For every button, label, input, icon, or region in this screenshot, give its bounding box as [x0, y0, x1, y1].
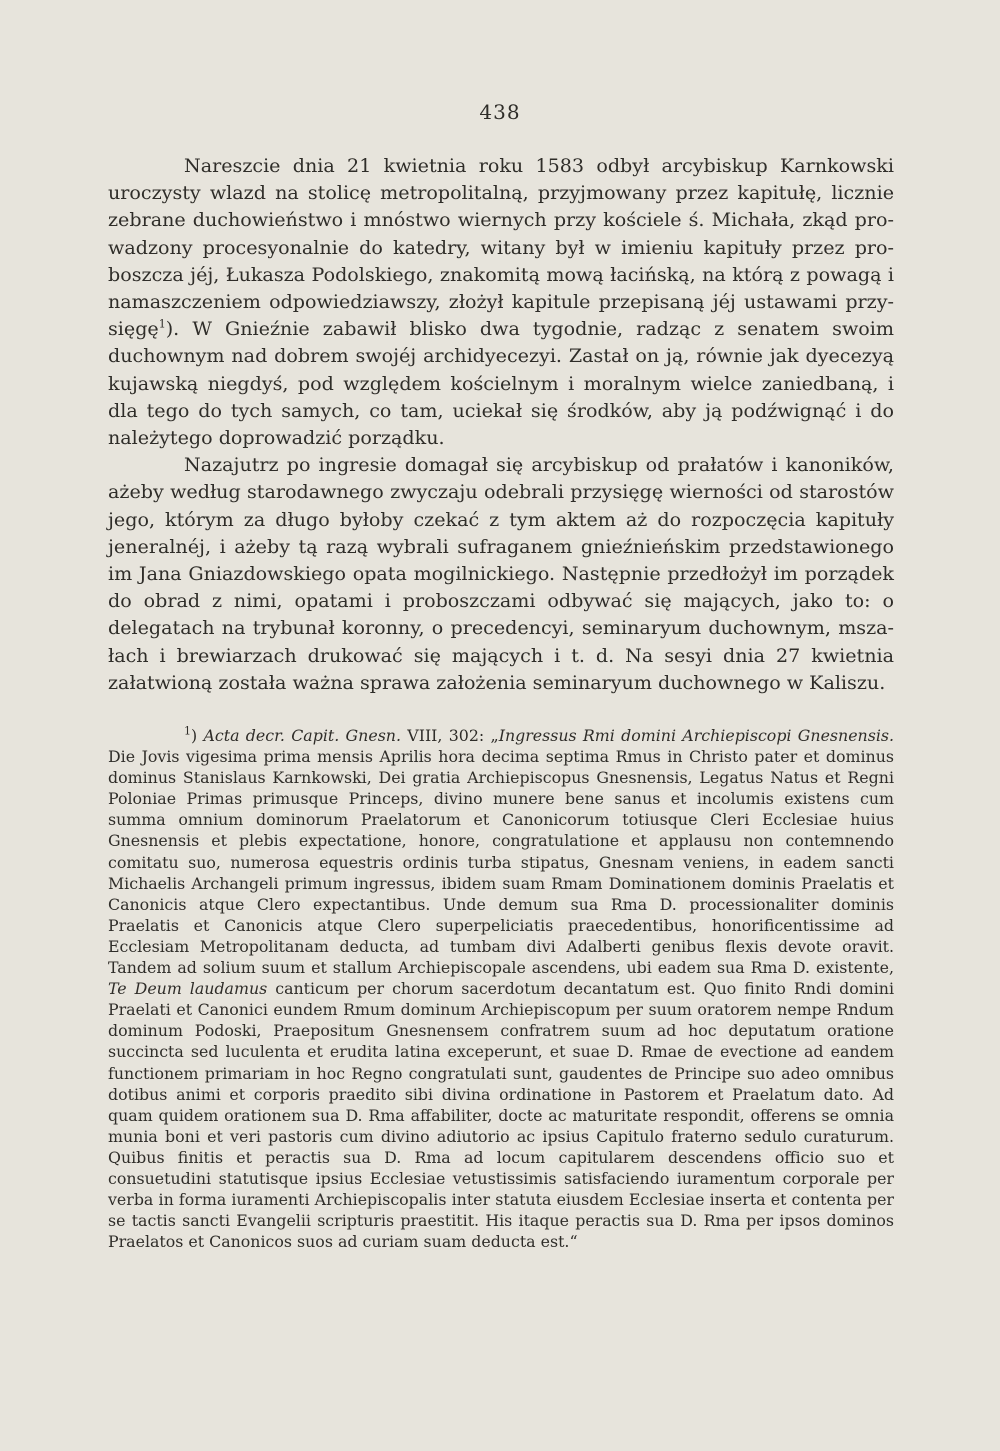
footnote-text-b: canticum per chorum sacerdotum decantatum est. Quo finito Rndi domini Praelati et Canonici eundem Rmum dominum Archiepiscopum per suum oratorem nempe Rndum dominum Podoski, Praepositum Gnesnensem confratrem suum ad hoc deputatum oratione succincta sed luculenta et erudita latina exceperunt, et suae D. Rmae de evectione ad eandem functionem primariam in hoc Regno congratulati sunt, gaudentes de Principe suo adeo omnibus dotibus animi et corporis praedito sibi divina ordinatione in Pastorem et Praelatum dato. Ad quam quidem orationem sua D. Rma affabiliter, docte ac maturitate respondit, offerens se omnia munia boni et veri pastoris cum divino adiutorio ac ipsius Capitulo fraterno sedulo curaturum. Quibus finitis et peractis sua D. Rma ad locum capitularem descendens officio suo et consuetudini statutisque ipsius Ecclesiae vetustissimis satisfaciendo iuramentum corporale per verba in forma iuramenti Archiepiscopalis inter statuta eiusdem Ecclesiae inserta et contenta per se tactis sancti Evangelii scripturis praestitit. His itaque peractis sua D. Rma per ipsos dominos Praelatos et Canonicos suos ad curiam suam deducta est.“ [108, 979, 894, 1252]
footnote-text-a: Die Jovis vigesima prima mensis Aprilis hora decima septima Rmus in Christo pater et dominus dominus Stanislaus Karnkowski, Dei gratia Archiepiscopus Gnesnensis, Legatus Natus et Regni Poloniae Primas primusque Princeps, divino munere bene sanus et incolumis existens cum summa omnium dominorum Praelatorum et Canonicorum totiusque Cleri Ecclesiae huius Gnesnensis et plebis expectatione, honore, congratulatione et applausu non contemnendo comitatu suo, numerosa equestris ordinis turba stipatus, Gnesnam veniens, in eadem sancti Michaelis Archangeli primum ingressus, ibidem suam Rmam Dominationem dominis Praelatis et Canonicis atque Clero expectantibus. Unde demum sua Rma D. processionaliter dominis Praelatis et Canonicis atque Clero superpeliciatis praecedentibus, honorificentissime ad Ecclesiam Metropolitanam deducta, ad tumbam divi Adalberti genibus flexis devote oravit. Tandem ad solium suum et stallum Archiepiscopale ascendens, ubi eadem sua Rma D. existente, [108, 747, 894, 978]
paragraph-1-text-a: Nareszcie dnia 21 kwietnia roku 1583 odbył arcybiskup Karnkowski uroczysty wlazd na stolicę metropolitalną, przyjmowany przez kapitułę, licznie zebrane duchowieństwo i mnóstwo wiernych przy kościele ś. Michała, zkąd prowadzony procesyonalnie do katedry, witany był w imieniu kapituły przez proboszcza jéj, Łukasza Podolskiego, znakomitą mową łacińską, na którą z powagą i namaszczeniem odpowiedziawszy, złożył kapitule przepisaną jéj ustawami przysięgę [108, 154, 894, 341]
paragraph-1 [108, 152, 894, 451]
footnote-title: Ingressus Rmi domini Archiepiscopi Gnesnensis. [498, 726, 895, 745]
footnote-reference: 1 [158, 317, 166, 331]
footnote-hymn: Te Deum laudamus [108, 979, 268, 999]
footnote-1 [108, 725, 894, 1252]
page-number: 438 [479, 100, 521, 124]
footnote-section [108, 725, 894, 1252]
footnote-source: Acta decr. Capit. Gnesn. [203, 726, 401, 745]
footnote-marker: 1 [184, 724, 191, 738]
paragraph-2: Nazajutrz po ingresie domagał się arcybiskup od prałatów i kanoników, ażeby według starodawnego zwyczaju odebrali przysięgę wierności od starostów jego, którym za długo byłoby czekać z tym aktem aż do rozpoczęcia kapituły jeneralnéj, i ażeby tą razą wybrali sufraganem gnieźnieńskim przedstawionego im Jana Gniazdowskiego opata mogilnickiego. Następnie przedłożył im porządek do obrad z nimi, opatami i proboszczami odbywać się mających, jako to: o delegatach na trybunał koronny, o precedencyi, seminaryum duchownym, mszałach i brewiarzach drukować się mających i t. d. Na sesyi dnia 27 kwietnia załatwioną została ważna sprawa założenia seminaryum duchownego w Kaliszu. [108, 453, 894, 694]
footnote-paren: ) [191, 726, 204, 745]
main-text [108, 152, 894, 696]
paragraph-1-text-b: ). W Gnieźnie zabawił blisko dwa tygodnie, radząc z senatem swoim duchownym nad dobrem swojéj archidyecezyi. Zastał on ją, równie jak dyecezyą kujawską niegdyś, pod względem kościelnym i moralnym wielce zaniedbaną, i dla tego do tych samych, co tam, uciekał się środków, aby ją podźwignąć i do należytego doprowadzić porządku. [108, 317, 894, 450]
footnote-ref: VIII, 302: „ [401, 726, 499, 745]
